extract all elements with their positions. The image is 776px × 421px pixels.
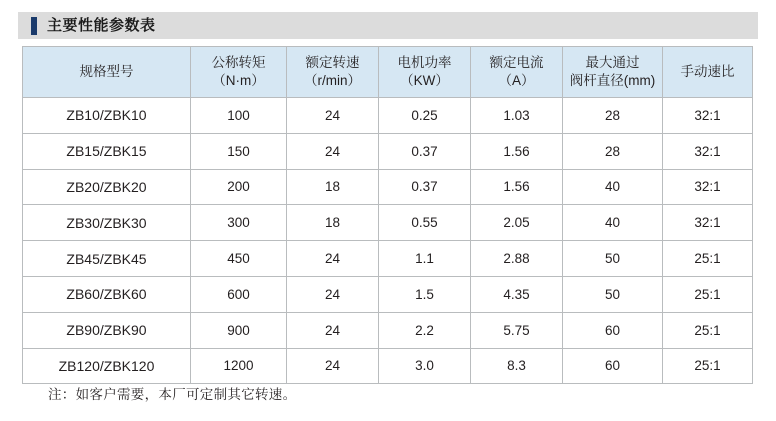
section-title-bar — [18, 12, 758, 39]
table-row — [23, 312, 753, 348]
table-cell: 50 — [563, 241, 663, 277]
column-header-line1: 额定电流 — [489, 54, 544, 70]
table-cell: 60 — [563, 348, 663, 384]
table-header-row — [23, 47, 753, 98]
footnote: 注：如客户需要，本厂可定制其它转速。 — [48, 387, 297, 402]
table-cell: 1.5 — [379, 276, 471, 312]
table-cell: 50 — [563, 276, 663, 312]
column-header-manual-ratio — [663, 47, 753, 98]
table-cell: 28 — [563, 133, 663, 169]
table-cell: 32:1 — [663, 169, 753, 205]
table-cell: 32:1 — [663, 205, 753, 241]
table-cell: 900 — [191, 312, 287, 348]
cell-model: ZB30/ZBK30 — [23, 205, 191, 241]
spec-table-head — [23, 47, 753, 98]
table-cell: 24 — [287, 241, 379, 277]
column-header-max-stem-diameter — [563, 47, 663, 98]
spec-table-body — [23, 98, 753, 384]
table-cell: 40 — [563, 169, 663, 205]
table-row — [23, 205, 753, 241]
table-row — [23, 348, 753, 384]
table-cell: 450 — [191, 241, 287, 277]
table-cell: 5.75 — [471, 312, 563, 348]
table-cell: 24 — [287, 133, 379, 169]
table-row — [23, 241, 753, 277]
column-header-rated-speed — [287, 47, 379, 98]
table-cell: 600 — [191, 276, 287, 312]
cell-model: ZB120/ZBK120 — [23, 348, 191, 384]
table-cell: 24 — [287, 98, 379, 134]
table-cell: 1200 — [191, 348, 287, 384]
column-header-model — [23, 47, 191, 98]
column-header-line1: 额定转速 — [305, 54, 360, 70]
table-cell: 18 — [287, 169, 379, 205]
table-cell: 1.56 — [471, 133, 563, 169]
table-cell: 24 — [287, 276, 379, 312]
title-accent-bar — [31, 17, 37, 35]
cell-model: ZB60/ZBK60 — [23, 276, 191, 312]
table-cell: 25:1 — [663, 241, 753, 277]
column-header-line1: 电机功率 — [397, 54, 452, 70]
page-title: 主要性能参数表 — [47, 17, 156, 34]
table-cell: 24 — [287, 348, 379, 384]
column-header-line1: 公称转矩 — [211, 54, 266, 70]
table-cell: 1.03 — [471, 98, 563, 134]
table-cell: 0.25 — [379, 98, 471, 134]
table-cell: 2.88 — [471, 241, 563, 277]
table-cell: 300 — [191, 205, 287, 241]
column-header-line1: 最大通过 — [585, 54, 640, 70]
table-cell: 1.56 — [471, 169, 563, 205]
cell-model: ZB45/ZBK45 — [23, 241, 191, 277]
spec-table — [22, 46, 753, 384]
table-cell: 25:1 — [663, 348, 753, 384]
table-cell: 18 — [287, 205, 379, 241]
cell-model: ZB20/ZBK20 — [23, 169, 191, 205]
table-cell: 0.37 — [379, 169, 471, 205]
table-cell: 4.35 — [471, 276, 563, 312]
table-cell: 32:1 — [663, 133, 753, 169]
table-row — [23, 169, 753, 205]
table-cell: 40 — [563, 205, 663, 241]
column-header-line2: （r/min） — [304, 73, 361, 88]
table-row — [23, 276, 753, 312]
column-header-rated-current — [471, 47, 563, 98]
spec-table-container — [22, 46, 752, 384]
column-header-line1: 手动速比 — [680, 63, 735, 79]
table-cell: 100 — [191, 98, 287, 134]
table-cell: 0.37 — [379, 133, 471, 169]
table-cell: 1.1 — [379, 241, 471, 277]
table-cell: 32:1 — [663, 98, 753, 134]
table-row — [23, 98, 753, 134]
cell-model: ZB15/ZBK15 — [23, 133, 191, 169]
table-cell: 28 — [563, 98, 663, 134]
table-cell: 2.2 — [379, 312, 471, 348]
table-cell: 25:1 — [663, 276, 753, 312]
table-cell: 3.0 — [379, 348, 471, 384]
column-header-line2: （KW） — [400, 73, 449, 88]
cell-model: ZB90/ZBK90 — [23, 312, 191, 348]
table-cell: 0.55 — [379, 205, 471, 241]
table-cell: 2.05 — [471, 205, 563, 241]
table-cell: 200 — [191, 169, 287, 205]
column-header-nominal-torque — [191, 47, 287, 98]
table-cell: 25:1 — [663, 312, 753, 348]
table-cell: 8.3 — [471, 348, 563, 384]
table-cell: 24 — [287, 312, 379, 348]
column-header-line2: （A） — [498, 73, 535, 88]
column-header-line2: （N·m） — [212, 73, 265, 88]
column-header-motor-power — [379, 47, 471, 98]
table-cell: 60 — [563, 312, 663, 348]
table-row — [23, 133, 753, 169]
column-header-line1: 规格型号 — [79, 63, 134, 79]
column-header-line2: 阀杆直径(mm) — [569, 73, 656, 88]
cell-model: ZB10/ZBK10 — [23, 98, 191, 134]
table-cell: 150 — [191, 133, 287, 169]
